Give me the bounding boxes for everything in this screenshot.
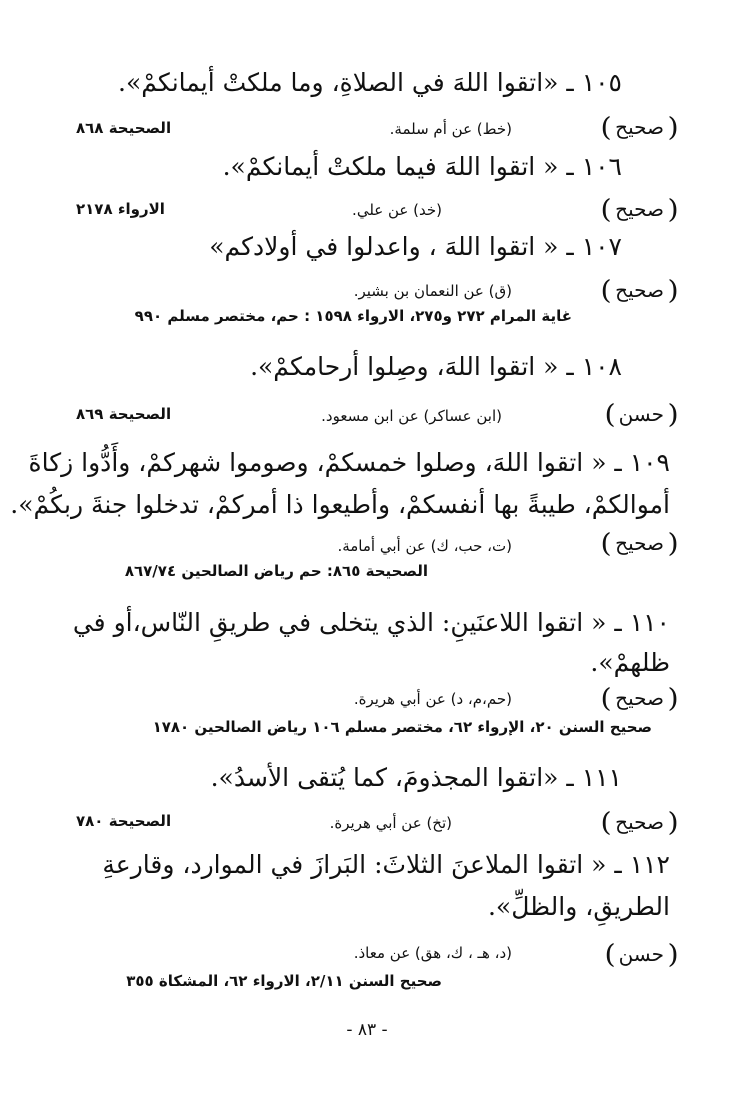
hadith-107-source: (ق) عن النعمان بن بشير. [353,282,512,300]
page-number: - ٨٣ - [346,1020,388,1040]
hadith-110-source: (حم،م، د) عن أبي هريرة. [353,690,512,708]
hadith-107-text: ١٠٧ ـ « اتقوا اللهَ ، واعدلوا في أولادكم» [209,232,622,261]
hadith-108-reference: الصحيحة ٨٦٩ [76,405,172,423]
hadith-110-grade: ( صحيح ) [607,686,672,710]
hadith-106-source: (خد) عن علي. [352,201,442,219]
hadith-105-reference: الصحيحة ٨٦٨ [76,119,172,137]
hadith-105-text: ١٠٥ ـ «اتقوا اللهَ في الصلاةِ، وما ملكتْ أيمانكمْ». [118,68,622,97]
hadith-108-text: ١٠٨ ـ « اتقوا اللهَ، وصِلوا أرحامكمْ». [250,352,622,381]
hadith-106-text: ١٠٦ ـ « اتقوا اللهَ فيما ملكتْ أيمانكمْ». [222,152,622,181]
hadith-109-text-line2: أموالكمْ، طيبةً بها أنفسكمْ، وأطيعوا ذا أمركمْ، تدخلوا جنةَ ربكُمْ». [10,490,670,519]
hadith-106-reference: الارواء ٢١٧٨ [76,200,165,218]
hadith-110-references: صحيح السنن ٢٠، الإرواء ٦٢، مختصر مسلم ١٠٦ رياض الصالحين ١٧٨٠ [152,718,652,736]
hadith-112-references: صحيح السنن ٢/١١، الارواء ٦٢، المشكاة ٣٥٥ [126,972,442,990]
hadith-109-text-line1: ١٠٩ ـ « اتقوا اللهَ، وصلوا خمسكمْ، وصوموا شهركمْ، وأَدُّوا زكاةَ [28,448,670,477]
hadith-107-references: غاية المرام ٢٧٢ و٢٧٥، الارواء ١٥٩٨ : حم، مختصر مسلم ٩٩٠ [134,307,572,325]
hadith-111-grade: ( صحيح ) [607,810,672,834]
hadith-105-grade: ( صحيح ) [607,115,672,139]
hadith-109-source: (ت، حب، ك) عن أبي أمامة. [337,537,512,555]
hadith-111-source: (تخ) عن أبي هريرة. [329,814,452,832]
hadith-107-grade: ( صحيح ) [607,278,672,302]
hadith-112-text-line1: ١١٢ ـ « اتقوا الملاعنَ الثلاثَ: البَرازَ في الموارد، وقارعةِ [102,850,670,879]
hadith-112-grade: ( حسن ) [611,942,672,966]
hadith-109-grade: ( صحيح ) [607,531,672,555]
hadith-105-source: (خط) عن أم سلمة. [389,120,512,138]
hadith-109-references: الصحيحة ٨٦٥: حم رياض الصالحين ٨٦٧/٧٤ [124,562,428,580]
hadith-112-source: (د، هـ ، ك، هق) عن معاذ. [353,944,512,962]
hadith-111-reference: الصحيحة ٧٨٠ [76,812,172,830]
hadith-108-grade: ( حسن ) [611,402,672,426]
hadith-110-text-line2: ظلهمْ». [590,648,670,677]
hadith-111-text: ١١١ ـ «اتقوا المجذومَ، كما يُتقى الأسدُ». [210,763,622,792]
hadith-110-text-line1: ١١٠ ـ « اتقوا اللاعنَينِ: الذي يتخلى في طريقِ النّاس،أو في [72,608,670,637]
hadith-108-source: (ابن عساكر) عن ابن مسعود. [321,407,502,425]
hadith-106-grade: ( صحيح ) [607,197,672,221]
hadith-112-text-line2: الطريقِ، والظلِّ». [487,892,670,921]
